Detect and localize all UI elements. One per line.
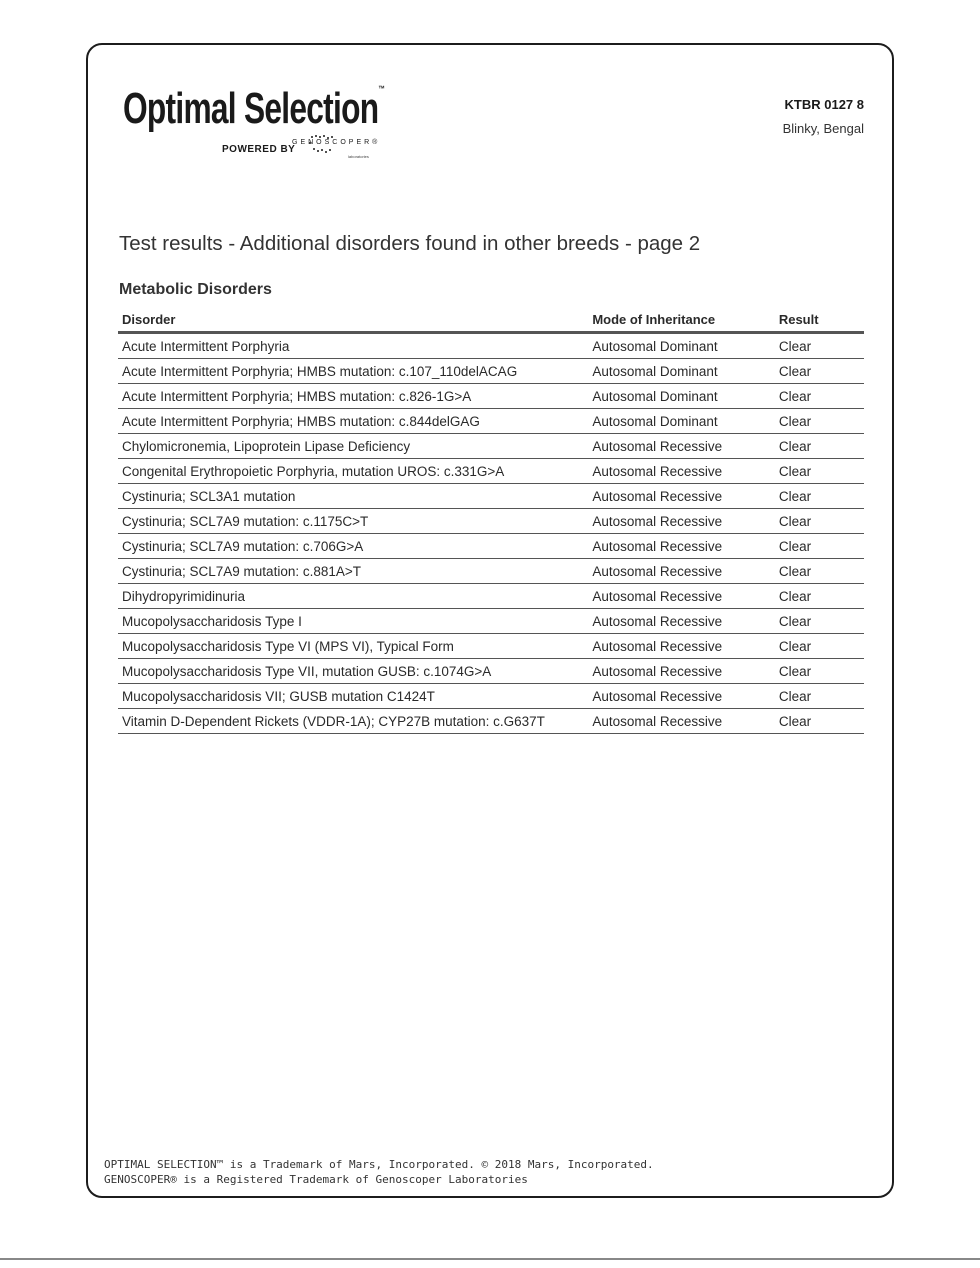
result-cell: Clear: [775, 684, 864, 709]
result-cell: Clear: [775, 409, 864, 434]
table-row: [118, 509, 864, 534]
mode-cell: Autosomal Recessive: [588, 459, 775, 484]
table-row: [118, 534, 864, 559]
logo-genoscoper: GENOSCOPER®: [292, 139, 381, 146]
table-row: [118, 559, 864, 584]
result-cell: Clear: [775, 359, 864, 384]
result-cell: Clear: [775, 434, 864, 459]
logo-title: Optimal Selection™: [123, 84, 385, 133]
result-cell: Clear: [775, 609, 864, 634]
result-cell: Clear: [775, 333, 864, 359]
mode-cell: Autosomal Recessive: [588, 684, 775, 709]
disorder-cell: Cystinuria; SCL7A9 mutation: c.1175C>T: [118, 509, 588, 534]
footer: [104, 1157, 654, 1187]
mode-cell: Autosomal Dominant: [588, 409, 775, 434]
disorder-cell: Acute Intermittent Porphyria; HMBS mutation: c.844delGAG: [118, 409, 588, 434]
table-row: [118, 484, 864, 509]
disorder-cell: Mucopolysaccharidosis Type VII, mutation GUSB: c.1074G>A: [118, 659, 588, 684]
disorder-cell: Mucopolysaccharidosis Type VI (MPS VI), Typical Form: [118, 634, 588, 659]
table-row: [118, 659, 864, 684]
result-cell: Clear: [775, 559, 864, 584]
table-row: [118, 634, 864, 659]
table-row: [118, 434, 864, 459]
mode-cell: Autosomal Recessive: [588, 534, 775, 559]
result-cell: Clear: [775, 659, 864, 684]
table-row: [118, 359, 864, 384]
mode-cell: Autosomal Recessive: [588, 709, 775, 734]
mode-cell: Autosomal Recessive: [588, 659, 775, 684]
mode-cell: Autosomal Recessive: [588, 509, 775, 534]
disorder-cell: Acute Intermittent Porphyria; HMBS mutation: c.107_110delACAG: [118, 359, 588, 384]
mode-cell: Autosomal Dominant: [588, 384, 775, 409]
table-row: [118, 459, 864, 484]
table-row: [118, 384, 864, 409]
scan-bottom-edge: [0, 1258, 980, 1260]
table-row: [118, 584, 864, 609]
section-title: Metabolic Disorders: [119, 281, 272, 298]
result-cell: Clear: [775, 534, 864, 559]
disorder-cell: Congenital Erythropoietic Porphyria, mutation UROS: c.331G>A: [118, 459, 588, 484]
mode-cell: Autosomal Recessive: [588, 559, 775, 584]
table-row: [118, 684, 864, 709]
column-header-result: Result: [775, 308, 864, 333]
result-cell: Clear: [775, 584, 864, 609]
mode-cell: Autosomal Recessive: [588, 634, 775, 659]
mode-cell: Autosomal Recessive: [588, 584, 775, 609]
mode-cell: Autosomal Dominant: [588, 333, 775, 359]
disorder-cell: Cystinuria; SCL3A1 mutation: [118, 484, 588, 509]
mode-cell: Autosomal Recessive: [588, 434, 775, 459]
result-cell: Clear: [775, 634, 864, 659]
result-cell: Clear: [775, 384, 864, 409]
mode-cell: Autosomal Recessive: [588, 609, 775, 634]
report-id: KTBR 0127 8: [784, 97, 864, 112]
table-row: [118, 409, 864, 434]
disorder-cell: Dihydropyrimidinuria: [118, 584, 588, 609]
footer-line-registered: GENOSCOPER® is a Registered Trademark of Genoscoper Laboratories: [104, 1173, 528, 1186]
animal-name: Blinky, Bengal: [782, 121, 864, 136]
logo-powered-by: POWERED BY: [222, 144, 296, 155]
disorder-cell: Cystinuria; SCL7A9 mutation: c.881A>T: [118, 559, 588, 584]
column-header-disorder: Disorder: [118, 308, 588, 333]
disorder-cell: Mucopolysaccharidosis Type I: [118, 609, 588, 634]
logo-labs: laboratories: [348, 154, 369, 159]
table-header-row: [118, 308, 864, 333]
table-row: [118, 709, 864, 734]
table-row: [118, 609, 864, 634]
result-cell: Clear: [775, 459, 864, 484]
mode-cell: Autosomal Recessive: [588, 484, 775, 509]
result-cell: Clear: [775, 484, 864, 509]
disorder-cell: Acute Intermittent Porphyria; HMBS mutation: c.826-1G>A: [118, 384, 588, 409]
column-header-mode: Mode of Inheritance: [588, 308, 775, 333]
result-cell: Clear: [775, 709, 864, 734]
disorder-cell: Vitamin D-Dependent Rickets (VDDR-1A); CYP27B mutation: c.G637T: [118, 709, 588, 734]
result-cell: Clear: [775, 509, 864, 534]
results-table: [118, 308, 864, 734]
disorder-cell: Chylomicronemia, Lipoprotein Lipase Deficiency: [118, 434, 588, 459]
page-heading: Test results - Additional disorders found in other breeds - page 2: [119, 232, 701, 255]
table-row: [118, 333, 864, 359]
mode-cell: Autosomal Dominant: [588, 359, 775, 384]
disorder-cell: Mucopolysaccharidosis VII; GUSB mutation C1424T: [118, 684, 588, 709]
disorder-cell: Acute Intermittent Porphyria: [118, 333, 588, 359]
disorder-cell: Cystinuria; SCL7A9 mutation: c.706G>A: [118, 534, 588, 559]
footer-line-trademark: OPTIMAL SELECTION™ is a Trademark of Mars, Incorporated. © 2018 Mars, Incorporated.: [104, 1158, 654, 1171]
